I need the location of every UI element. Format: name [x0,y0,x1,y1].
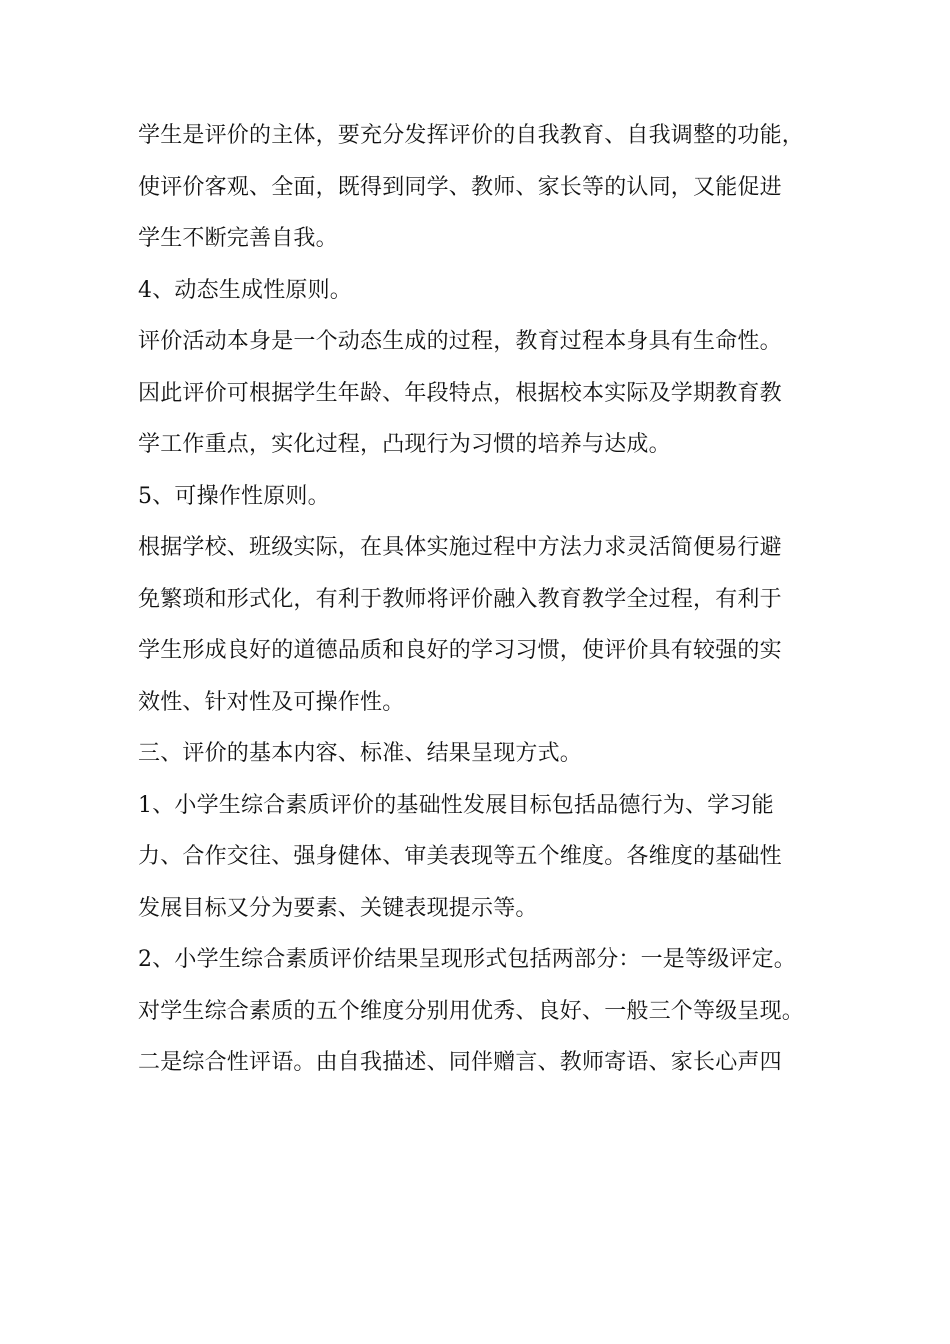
text-line: 2、小学生综合素质评价结果呈现形式包括两部分：一是等级评定。 [138,947,796,972]
text-line: 根据学校、班级实际，在具体实施过程中方法力求灵活简便易行避 [138,535,782,560]
text-line: 1、小学生综合素质评价的基础性发展目标包括品德行为、学习能 [138,792,774,818]
text-line: 效性、针对性及可操作性。 [138,689,405,715]
text-line: 评价活动本身是一个动态生成的过程，教育过程本身具有生命性。 [138,329,782,354]
text-line: 对学生综合素质的五个维度分别用优秀、良好、一般三个等级呈现。 [138,998,805,1024]
text-line: 免繁琐和形式化，有利于教师将评价融入教育教学全过程，有利于 [138,586,782,612]
section-heading: 5、可操作性原则。 [138,483,330,509]
text-line: 学生不断完善自我。 [138,226,338,251]
text-line: 学工作重点，实化过程，凸现行为习惯的培养与达成。 [138,432,671,457]
section-heading: 三、评价的基本内容、标准、结果呈现方式。 [138,741,583,766]
text-line: 学生是评价的主体，要充分发挥评价的自我教育、自我调整的功能， [138,123,805,148]
text-line: 学生形成良好的道德品质和良好的学习习惯，使评价具有较强的实 [138,638,782,663]
text-line: 使评价客观、全面，既得到同学、教师、家长等的认同，又能促进 [138,174,782,200]
body-text [138,110,838,1089]
text-line: 二是综合性评语。由自我描述、同伴赠言、教师寄语、家长心声四 [138,1050,782,1075]
text-line: 力、合作交往、强身健体、审美表现等五个维度。各维度的基础性 [138,844,782,869]
text-line: 因此评价可根据学生年龄、年段特点，根据校本实际及学期教育教 [138,380,782,406]
text-line: 发展目标又分为要素、关键表现提示等。 [138,895,538,921]
section-heading: 4、动态生成性原则。 [138,277,352,303]
